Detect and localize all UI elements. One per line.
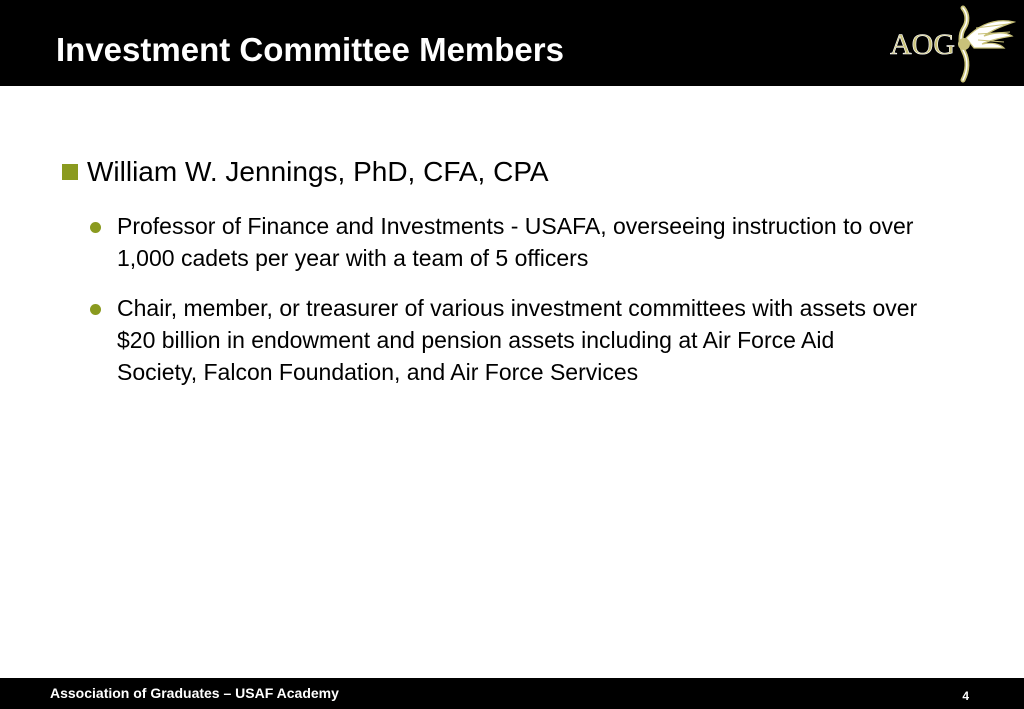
slide-content [62,152,992,388]
list-item [90,210,970,274]
slide-title: Investment Committee Members [56,31,564,68]
page-number: 4 [962,689,969,703]
header-bar [0,0,1024,86]
footer-bar [0,678,1024,709]
footer-organization: Association of Graduates – USAF Academy [50,685,339,701]
list-item-text: Professor of Finance and Investments - USAFA, overseeing instruction to over 1,000 cadets per year with a team of 5 officers [117,213,914,271]
member-name: William W. Jennings, PhD, CFA, CPA [87,156,549,187]
logo-text: AOG [890,28,955,61]
round-bullet-icon [90,222,101,233]
list-item [90,292,920,388]
square-bullet-icon [62,164,78,180]
aog-wings-logo-icon [884,4,1016,84]
round-bullet-icon [90,304,101,315]
aog-logo [884,4,1016,84]
member-heading [62,152,992,192]
list-item-text: Chair, member, or treasurer of various investment committees with assets over $20 billion in endowment and pension assets including at Air Force Aid Society, Falcon Foundation, and Air Force Services [117,295,918,385]
